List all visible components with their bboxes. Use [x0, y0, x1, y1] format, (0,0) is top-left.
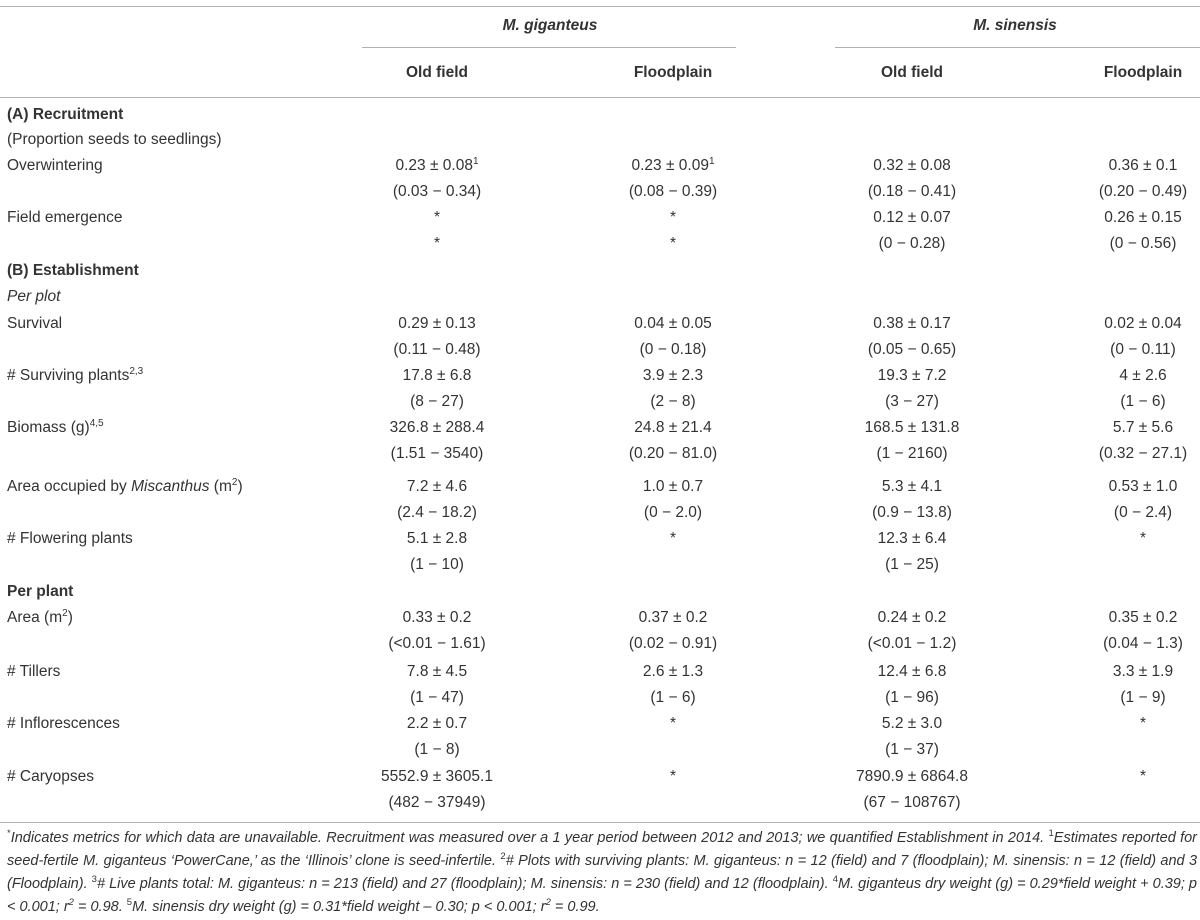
inflor-mean-2: * [669, 715, 677, 732]
biomass-mean-3: 168.5 ± 131.8 [864, 419, 960, 436]
giganteus-underline [362, 47, 736, 48]
area-range-4: (0.04 − 1.3) [1103, 635, 1183, 652]
tillers-range-3: (1 − 96) [885, 689, 939, 706]
caryopses-mean-1: 5552.9 ± 3605.1 [381, 768, 493, 785]
overwintering-range-1: (0.03 − 0.34) [392, 183, 482, 200]
area-range-1: (<0.01 − 1.61) [388, 635, 486, 652]
tillers-mean-3: 12.4 ± 6.8 [877, 663, 947, 680]
species-sinensis: M. sinensis [973, 17, 1057, 34]
area-occ-mean-1: 7.2 ± 4.6 [406, 478, 468, 495]
overwintering-range-2: (0.08 − 0.39) [628, 183, 718, 200]
survival-mean-1: 0.29 ± 0.13 [398, 315, 476, 332]
flowering-mean-4: * [1139, 530, 1147, 547]
row-label-inflorescences: # Inflorescences [7, 715, 120, 732]
area-occ-mean-2: 1.0 ± 0.7 [642, 478, 704, 495]
survival-mean-2: 0.04 ± 0.05 [634, 315, 712, 332]
area-occ-mean-3: 5.3 ± 4.1 [881, 478, 943, 495]
area-range-2: (0.02 − 0.91) [628, 635, 718, 652]
row-label-overwintering: Overwintering [7, 157, 103, 174]
inflor-mean-1: 2.2 ± 0.7 [406, 715, 468, 732]
surviving-range-2: (2 − 8) [650, 393, 696, 410]
caryopses-mean-2: * [669, 768, 677, 785]
emergence-range-4: (0 − 0.56) [1109, 235, 1177, 252]
section-establishment: (B) Establishment [7, 262, 139, 279]
survival-range-2: (0 − 0.18) [639, 341, 707, 358]
flowering-mean-2: * [669, 530, 677, 547]
survival-mean-3: 0.38 ± 0.17 [873, 315, 951, 332]
flowering-range-1: (1 − 10) [410, 556, 464, 573]
overwintering-mean-3: 0.32 ± 0.08 [873, 157, 951, 174]
caryopses-mean-4: * [1139, 768, 1147, 785]
row-label-tillers: # Tillers [7, 663, 61, 680]
inflor-range-3: (1 − 37) [885, 741, 939, 758]
caryopses-range-1: (482 − 37949) [388, 794, 486, 811]
recruitment-note: (Proportion seeds to seedlings) [7, 131, 222, 148]
emergence-range-3: (0 − 0.28) [878, 235, 946, 252]
emergence-range-1: * [433, 235, 441, 252]
caryopses-range-3: (67 − 108767) [863, 794, 961, 811]
biomass-mean-1: 326.8 ± 288.4 [389, 419, 485, 436]
row-label-surviving-plants: # Surviving plants$^{2,3}$ [7, 366, 144, 384]
bottom-rule [0, 822, 1200, 823]
biomass-mean-2: 24.8 ± 21.4 [634, 419, 712, 436]
overwintering-range-4: (0.20 − 0.49) [1098, 183, 1188, 200]
caryopses-mean-3: 7890.9 ± 6864.8 [856, 768, 968, 785]
col-header-old-field-1: Old field [406, 64, 468, 81]
emergence-range-2: * [669, 235, 677, 252]
area-mean-4: 0.35 ± 0.2 [1108, 609, 1178, 626]
surviving-range-1: (8 − 27) [410, 393, 464, 410]
biomass-mean-4: 5.7 ± 5.6 [1112, 419, 1174, 436]
flowering-mean-1: 5.1 ± 2.8 [406, 530, 468, 547]
area-mean-2: 0.37 ± 0.2 [638, 609, 708, 626]
area-occ-range-1: (2.4 − 18.2) [397, 504, 477, 521]
flowering-mean-3: 12.3 ± 6.4 [877, 530, 947, 547]
biomass-range-1: (1.51 − 3540) [390, 445, 484, 462]
row-label-biomass: Biomass $(g)^{4,5}$ [7, 418, 104, 436]
emergence-mean-3: 0.12 ± 0.07 [873, 209, 951, 226]
emergence-mean-1: * [433, 209, 441, 226]
survival-range-4: (0 − 0.11) [1110, 341, 1176, 358]
biomass-range-3: (1 − 2160) [876, 445, 948, 462]
row-label-caryopses: # Caryopses [7, 768, 95, 785]
tillers-range-4: (1 − 9) [1120, 689, 1166, 706]
subsection-per-plot: Per plot [7, 288, 61, 305]
emergence-mean-2: * [669, 209, 677, 226]
area-occ-range-4: (0 − 2.4) [1113, 504, 1173, 521]
subsection-per-plant: Per plant [7, 583, 74, 600]
surviving-mean-3: 19.3 ± 7.2 [877, 367, 947, 384]
section-recruitment: (A) Recruitment [7, 106, 124, 123]
area-mean-3: 0.24 ± 0.2 [877, 609, 947, 626]
surviving-mean-2: 3.9 ± 2.3 [642, 367, 704, 384]
area-occ-range-3: (0.9 − 13.8) [872, 504, 952, 521]
tillers-mean-2: 2.6 ± 1.3 [642, 663, 704, 680]
surviving-range-4: (1 − 6) [1120, 393, 1166, 410]
area-occ-mean-4: 0.53 ± 1.0 [1108, 478, 1178, 495]
overwintering-mean-2: $0.23 \pm 0.09^1$ [631, 156, 715, 174]
area-range-3: (<0.01 − 1.2) [867, 635, 957, 652]
tillers-range-1: (1 − 47) [410, 689, 464, 706]
col-header-floodplain-1: Floodplain [633, 64, 713, 81]
header-rule [0, 97, 1200, 98]
tillers-range-2: (1 − 6) [650, 689, 696, 706]
survival-range-3: (0.05 − 0.65) [867, 341, 957, 358]
row-label-survival: Survival [7, 315, 63, 332]
area-occ-range-2: (0 − 2.0) [643, 504, 703, 521]
tillers-mean-4: 3.3 ± 1.9 [1112, 663, 1174, 680]
overwintering-range-3: (0.18 − 0.41) [867, 183, 957, 200]
surviving-range-3: (3 − 27) [885, 393, 939, 410]
col-header-floodplain-2: Floodplain [1103, 64, 1183, 81]
inflor-range-1: (1 − 8) [414, 741, 460, 758]
biomass-range-2: (0.20 − 81.0) [628, 445, 718, 462]
flowering-range-3: (1 − 25) [885, 556, 939, 573]
overwintering-mean-1: $0.23 \pm 0.08^1$ [395, 156, 479, 174]
biomass-range-4: (0.32 − 27.1) [1098, 445, 1188, 462]
row-label-area-occupied: Area occupied by Miscanthus $(m^2)$ [7, 477, 243, 495]
row-label-field-emergence: Field emergence [7, 209, 123, 226]
surviving-mean-1: 17.8 ± 6.8 [402, 367, 472, 384]
emergence-mean-4: 0.26 ± 0.15 [1104, 209, 1182, 226]
top-rule [0, 6, 1200, 7]
overwintering-mean-4: 0.36 ± 0.1 [1108, 157, 1178, 174]
col-header-old-field-2: Old field [881, 64, 943, 81]
surviving-mean-4: 4 ± 2.6 [1119, 367, 1167, 384]
table-footnotes: *Indicates metrics for which data are unavailable. Recruitment was measured over a 1 year period between 2012 and 2013; we quantified Establishment in 2014. $^1$Estimates reported for seed-fertile M. giganteus ‘PowerCane,’ as the ‘Illinois’ clone is seed-infertile. $^2$# Plots with surviving plants: M. giganteus: n = 12 (field) and 7 (floodplain); M. sinensis: n = 12 (field) and 3 (Floodplain). $^3$# Live plants total: M. giganteus: n = 213 (field) and 27 (floodplain); M. sinensis: n = 230 (field) and 12 (floodplain). $^4$M. giganteus dry weight (g) = 0.29*field weight + 0.39; p < 0.001; $r^2 = 0.98$. $^5$M. sinensis dry weight (g) = 0.31*field weight – 0.30; p < 0.001; $r^2 = 0.99$. [7, 828, 1198, 915]
inflor-mean-4: * [1139, 715, 1147, 732]
survival-range-1: (0.11 − 0.48) [393, 341, 481, 358]
row-label-flowering-plants: # Flowering plants [7, 530, 133, 547]
tillers-mean-1: 7.8 ± 4.5 [406, 663, 468, 680]
species-giganteus: M. giganteus [502, 17, 598, 34]
row-label-area: Area $(m^2)$ [7, 608, 73, 626]
area-mean-1: 0.33 ± 0.2 [402, 609, 472, 626]
sinensis-underline [835, 47, 1200, 48]
inflor-mean-3: 5.2 ± 3.0 [881, 715, 943, 732]
survival-mean-4: 0.02 ± 0.04 [1104, 315, 1182, 332]
